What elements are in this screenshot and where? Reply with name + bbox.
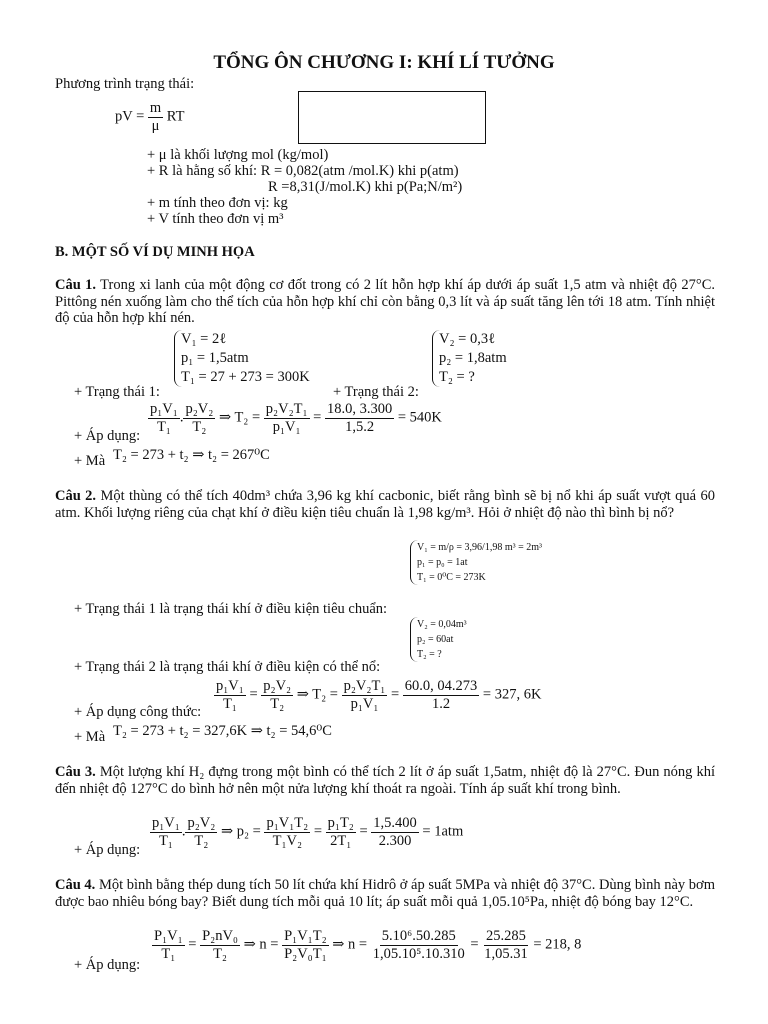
q4-f2-num: P₂nV₀ (202, 928, 238, 944)
q2-f3-num: p₂V₂T₁ (343, 678, 386, 694)
q1-state1-v: V₁ = 2ℓ (181, 331, 227, 347)
q4-mid: ⇒ n = (243, 936, 279, 953)
question-2 (55, 488, 715, 521)
question-3 (55, 764, 715, 797)
q2-result: = 327, 6K (482, 686, 542, 703)
q4-f3-num: P₁V₁T₂ (284, 928, 327, 944)
q1-f4-num: 18.0, 3.300 (326, 401, 393, 417)
q1-f2-den: T₂ (192, 418, 207, 435)
page-title: TỔNG ÔN CHƯƠNG I: KHÍ LÍ TƯỞNG (213, 52, 555, 73)
q4-result: = 218, 8 (533, 936, 582, 953)
q2-f4-num: 60.0, 04.273 (404, 678, 478, 694)
q4-text: Một bình bằng thép dung tích 50 lít chứa khí Hidrô ở áp suất 5MPa và nhiệt độ 37°C. Dùng bình này bơm được bao nhiêu bóng bay? Biết dung tích mỗi quả 10 lít; áp suất mỗi quả 1,05.10⁵Pa, nhiệt độ bóng bay 12°C. (55, 877, 716, 910)
q1-f1-num: p₁V₁ (150, 401, 178, 417)
q2-state1-system (410, 540, 542, 585)
q1-apply-equation: $\frac{\text{p₁V₁}}{\text{T₁}}$ . $\frac{\text{p₂V₂}}{\text{T₂}}$ ⇒ T₂ = $\frac{\text{p₂V₂T₁}}{\text{p₁V₁}}$ = $\frac{18.0, 3.300}{1,5.2}$ = 540K (150, 401, 442, 435)
q2-apply-equation: $\frac{\text{p₁V₁}}{\text{T₁}}$ = $\frac{\text{p₂V₂}}{\text{T₂}}$ ⇒ T₂ = $\frac{\text{p₂V₂T₁}}{\text{p₁V₁}}$ = $\frac{60.0, 04.273}{1.2}$ = 327, 6K (216, 678, 542, 712)
q1-f3-den: p₁V₁ (272, 418, 301, 435)
q2-f1-num: p₁V₁ (216, 678, 244, 694)
q2-state2-p: p₂ = 60at (417, 634, 454, 645)
q2-state2-system (410, 617, 467, 662)
question-4 (55, 877, 715, 910)
q2-state1-p: p₁ = p₀ = 1at (417, 557, 468, 568)
equation-lhs: pV = (115, 108, 145, 125)
q4-f4-den: 1,05.10⁵.10.310 (372, 945, 465, 962)
note-v: + V tính theo đơn vị m³ (147, 211, 284, 227)
q4-label: Câu 4. (55, 877, 96, 893)
q2-state1-label: + Trạng thái 1 là trạng thái khí ở điều kiện tiêu chuẩn: (74, 601, 388, 617)
q4-apply-equation: $\frac{\text{P₁V₁}}{\text{T₁}}$ = $\frac{\text{P₂nV₀}}{\text{T₂}}$ ⇒ n = $\frac{\text{P₁V₁T₂}}{\text{P₂V₀T₁}}$ ⇒ n = $\frac{\text{5.10⁶.50.285}}{\text{1,05.10⁵.10.310}}$ = $\frac{25.285}{1,05.31}$ = 218, 8 (154, 928, 582, 962)
q1-state2-t: T₂ = ? (439, 369, 475, 385)
q1-ma-label: + Mà (74, 453, 106, 469)
q3-f3-num: p₁V₁T₂ (266, 815, 309, 831)
q1-state2-system (432, 330, 507, 387)
q3-result: = 1atm (422, 823, 464, 840)
q1-state2-label: + Trạng thái 2: (333, 384, 419, 400)
q2-f1-den: T₁ (222, 695, 237, 712)
q3-f4-den: 2T₁ (330, 832, 352, 849)
q2-label: Câu 2. (55, 488, 97, 504)
equation-num: m (149, 100, 162, 116)
q2-f2-den: T₂ (270, 695, 285, 712)
q2-state1-v: V₁ = m/ρ = 3,96/1,98 m³ = 2m³ (417, 542, 543, 553)
q3-f1-num: p₁V₁ (152, 815, 180, 831)
q3-f5-den: 2.300 (378, 832, 412, 849)
section-b-heading: B. MỘT SỐ VÍ DỤ MINH HỌA (55, 244, 255, 260)
note-m: + m tính theo đơn vị: kg (147, 195, 288, 211)
q2-ma-label: + Mà (74, 729, 106, 745)
note-mu: + μ là khối lượng mol (kg/mol) (147, 147, 329, 163)
q3-f3-den: T₁V₂ (272, 832, 303, 849)
note-r2: R =8,31(J/mol.K) khi p(Pa;N/m²) (268, 179, 463, 195)
q4-mid2: ⇒ n = (332, 936, 368, 953)
q2-state1-t: T₁ = 0⁰C = 273K (417, 572, 486, 583)
question-1 (55, 277, 715, 327)
q1-f3-num: p₂V₂T₁ (265, 401, 308, 417)
q1-apply-label: + Áp dụng: (74, 428, 141, 444)
q3-mid: ⇒ p₂ = (220, 823, 261, 840)
equation-den: μ (151, 117, 160, 134)
q1-state1-t: T₁ = 27 + 273 = 300K (181, 369, 310, 385)
q1-f2-num: p₂V₂ (185, 401, 214, 417)
q1-state1-label: + Trạng thái 1: (74, 384, 160, 400)
q2-state2-label: + Trạng thái 2 là trạng thái khí ở điều kiện có thể nổ: (74, 659, 381, 675)
q2-ma-equation: T₂ = 273 + t₂ = 327,6K ⇒ t₂ = 54,6⁰C (113, 723, 332, 739)
q4-f1-den: T₁ (161, 945, 176, 962)
q4-apply-label: + Áp dụng: (74, 957, 141, 973)
q4-f3-den: P₂V₀T₁ (284, 945, 327, 962)
q4-f4-num: 5.10⁶.50.285 (381, 928, 456, 944)
q2-apply-label: + Áp dụng công thức: (74, 704, 202, 720)
q1-label: Câu 1. (55, 277, 97, 293)
q3-f4-num: p₁T₂ (327, 815, 354, 831)
q1-text: Trong xi lanh của một động cơ đốt trong có 2 lít hỗn hợp khí áp dưới áp suất 1,5 atm và nhiệt độ 27°C. Pittông nén xuống làm cho thể tích của hỗn hợp khí chỉ còn bằng 0,3 lít và áp suất tăng lên tới 18 atm. Tính nhiệt độ của hỗn hợp khí nén. (55, 277, 715, 326)
q3-apply-equation: $\frac{\text{p₁V₁}}{\text{T₁}}$ . $\frac{\text{p₂V₂}}{\text{T₂}}$ ⇒ p₂ = $\frac{\text{p₁V₁T₂}}{\text{T₁V₂}}$ = $\frac{\text{p₁T₂}}{\text{2T₁}}$ = $\frac{1,5.400}{2.300}$ = 1atm (152, 815, 464, 849)
q1-state2-p: p₂ = 1,8atm (439, 350, 507, 366)
q3-f2-den: T₂ (194, 832, 209, 849)
equation-rhs: RT (166, 108, 185, 125)
formula-box (298, 91, 486, 144)
q2-state2-v: V₂ = 0,04m³ (417, 619, 467, 630)
q1-state1-p: p₁ = 1,5atm (181, 350, 249, 366)
q4-f5-num: 25.285 (486, 928, 526, 944)
intro-heading: Phương trình trạng thái: (55, 76, 195, 92)
q2-f2-num: p₂V₂ (263, 678, 292, 694)
q2-f4-den: 1.2 (431, 695, 451, 712)
q2-text: Một thùng có thể tích 40dm³ chứa 3,96 kg khí cacbonic, biết rằng bình sẽ bị nổ khi áp suất vượt quá 60 atm. Khối lượng riêng của chạt khí ở điều kiện tiêu chuẩn là 1,98 kg/m³. Hỏi ở nhiệt độ nào thì bình bị nổ? (55, 488, 715, 521)
q1-state1-system (174, 330, 310, 387)
state-equation (115, 100, 184, 134)
q1-mid: ⇒ T₂ = (218, 409, 261, 426)
q1-ma-equation: T₂ = 273 + t₂ ⇒ t₂ = 267⁰C (113, 447, 270, 463)
q2-mid: ⇒ T₂ = (296, 686, 338, 703)
q3-f2-num: p₂V₂ (187, 815, 216, 831)
q4-f5-den: 1,05.31 (484, 945, 528, 962)
q3-text: Một lượng khí H₂ đựng trong một bình có thể tích 2 lít ở áp suất 1,5atm, nhiệt độ là 27°C. Đun nóng khí đến nhiệt độ 127°C do bình hở nên một nửa lượng khí thoát ra ngoài. Tính áp suất khí trong bình. (55, 764, 715, 797)
q2-f3-den: p₁V₁ (350, 695, 379, 712)
q1-result: = 540K (397, 409, 442, 426)
q3-f5-num: 1,5.400 (373, 815, 417, 831)
q3-label: Câu 3. (55, 764, 96, 780)
q3-apply-label: + Áp dụng: (74, 842, 141, 858)
q3-f1-den: T₁ (158, 832, 173, 849)
q4-f1-num: P₁V₁ (154, 928, 183, 944)
q1-state2-v: V₂ = 0,3ℓ (439, 331, 496, 347)
q1-f4-den: 1,5.2 (345, 418, 375, 435)
q1-f1-den: T₁ (156, 418, 171, 435)
q4-f2-den: T₂ (213, 945, 227, 962)
q2-state2-t: T₂ = ? (417, 649, 442, 660)
note-r1: + R là hằng số khí: R = 0,082(atm /mol.K) khi p(atm) (147, 163, 459, 179)
